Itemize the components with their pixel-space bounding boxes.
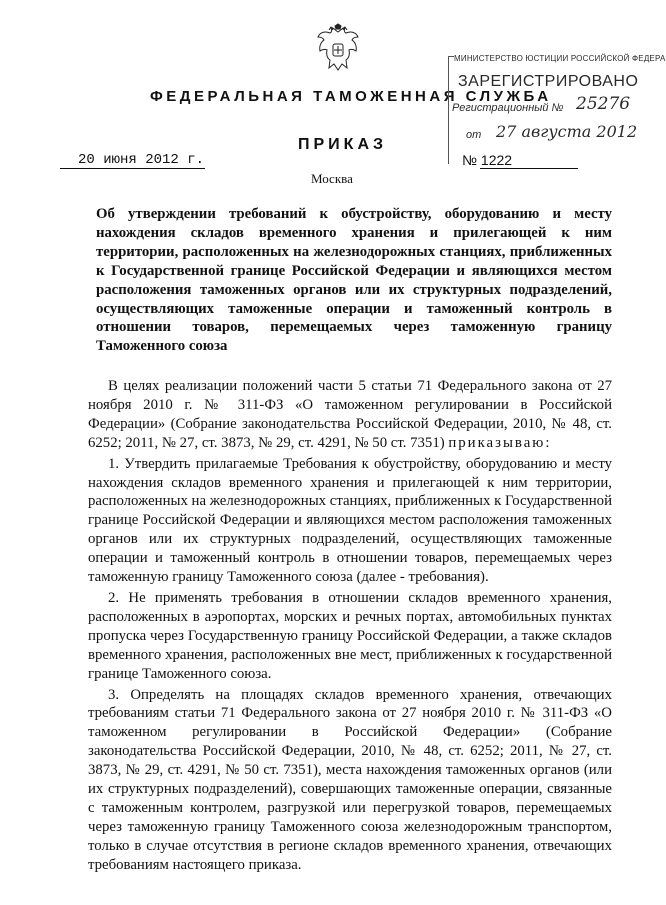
order-body <box>88 377 612 877</box>
order-number: № 1222 <box>462 152 513 168</box>
date-underline <box>60 168 205 169</box>
number-underline <box>480 168 578 169</box>
stamp-reg-number: 25276 <box>576 94 631 114</box>
agency-name: ФЕДЕРАЛЬНАЯ ТАМОЖЕННАЯ СЛУЖБА <box>150 88 552 105</box>
preamble-text: В целях реализации положений части 5 статьи 71 Федерального закона от 27 ноября 2010 г. № 311-ФЗ «О таможенном регулировании в Российской Федерации» (Собрание законодательства Российской Федерации, 2010, № 48, ст. 6252; 2011, № 27, ст. 3873, № 29, ст. 4291, № 50 ст. 7351) <box>88 378 612 451</box>
stamp-frame <box>448 56 449 164</box>
preamble-paragraph <box>88 377 612 453</box>
stamp-from-label: от <box>466 129 482 141</box>
stamp-registered: ЗАРЕГИСТРИРОВАНО <box>458 73 639 90</box>
coat-of-arms-icon <box>315 24 361 76</box>
stamp-reg-label: Регистрационный № <box>452 102 564 114</box>
order-word: приказываю: <box>448 434 552 451</box>
order-date: 20 июня 2012 г. <box>78 152 205 168</box>
order-subject: Об утверждении требований к обустройству, оборудованию и месту нахождения складов временного хранения и прилегающей к ним территории, расположенных на железнодорожных станциях, приближенных к Государственной границе Российской Федерации и являющихся местом расположения таможенных органов или их структурных подразделений, осуществляющих таможенные операции и таможенный контроль в отношении товаров, перемещаемых через таможенную границу Таможенного союза <box>96 206 612 355</box>
order-item: 2. Не применять требования в отношении складов временного хранения, расположенных в аэропортах, морских и речных портах, автомобильных пунктах пропуска через Государственную границу Российской Федерации, а также складов временного хранения, расположенных вне мест, приближенных к государственной границе Таможенного союза. <box>88 589 612 682</box>
registration-stamp <box>448 54 666 166</box>
stamp-ministry: МИНИСТЕРСТВО ЮСТИЦИИ РОССИЙСКОЙ ФЕДЕРА <box>454 54 666 63</box>
document-type: ПРИКАЗ <box>298 136 388 153</box>
city: Москва <box>311 171 353 186</box>
order-item: 3. Определять на площадях складов временного хранения, отвечающих требованиям статьи 71 Федерального закона от 27 ноября 2010 г. № 311-ФЗ «О таможенном регулировании в Российской Федерации» (Собрание законодательства Российской Федерации, 2010, № 48, ст. 6252; 2011, № 27, ст. 3873, № 29, ст. 4291, № 50 ст. 7351), места нахождения таможенных органов (или их структурных подразделений), совершающих таможенные операции, связанные с таможенным контролем, разгрузкой или перегрузкой товаров, перемещаемых через таможенную границу Таможенного союза железнодорожным транспортом, только в случае отсутствия в регионе складов временного хранения, отвечающих требованиям настоящего приказа. <box>88 686 612 873</box>
stamp-reg-date: 27 августа 2012 <box>496 122 638 141</box>
order-item: 1. Утвердить прилагаемые Требования к обустройству, оборудованию и месту нахождения складов временного хранения и прилегающей к ним территории, расположенных на железнодорожных станциях, приближенных к Государственной границе Российской Федерации и являющихся местом расположения таможенных органов или их структурных подразделений, осуществляющих таможенные операции и таможенный контроль в отношении товаров, перемещаемых через таможенную границу Таможенного союза (далее - требования). <box>88 455 612 586</box>
